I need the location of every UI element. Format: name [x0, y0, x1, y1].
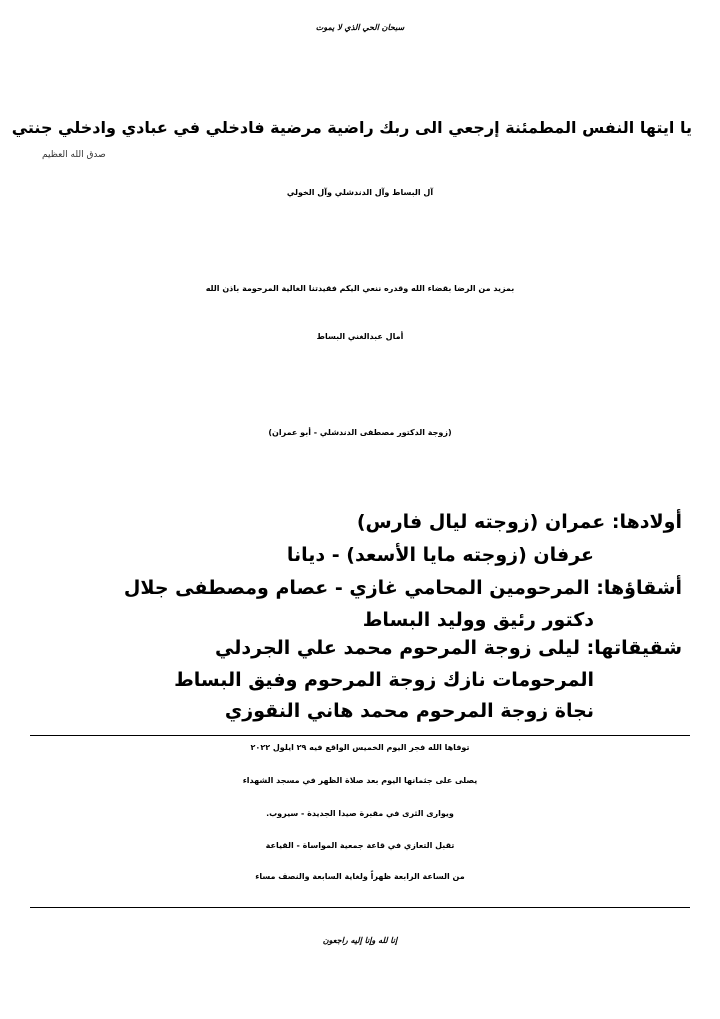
deceased-name: أمال عبدالغني البساط	[316, 332, 404, 341]
header-calligraphy: سبحان الحي الذي لا يموت	[315, 22, 405, 32]
footer-calligraphy: إنا لله وإنا إليه راجعون	[322, 935, 398, 945]
relatives-sisters-line: نجاة زوجة المرحوم محمد هاني النقوزي	[224, 700, 594, 722]
quran-verse: يا ايتها النفس المطمئنة إرجعي الى ربك راضية مرضية فادخلي في عبادي وادخلي جنتي	[11, 118, 692, 137]
verse-reference: صدق الله العظيم	[42, 150, 106, 160]
relatives-siblings-line: دكتور رئيق ووليد البساط	[362, 609, 594, 631]
relatives-sisters-line: شقيقاتها: ليلى زوجة المرحوم محمد علي الجردلي	[215, 637, 682, 659]
funeral-info-line: ويوارى الثرى في مقبرة صيدا الجديدة - سيروب.	[266, 809, 454, 818]
relatives-children-line: أولادها: عمران (زوجته ليال فارس)	[356, 511, 682, 533]
families-title: آل البساط وآل الدندشلي وآل الخولي	[286, 188, 434, 197]
funeral-info-line: من الساعة الرابعة ظهراً ولغاية السابعة والنصف مساء	[255, 872, 465, 881]
deceased-spouse: (زوجة الدكتور مصطفى الدندشلي - أبو عمران)	[268, 428, 452, 437]
section-divider	[30, 907, 690, 908]
section-divider	[30, 735, 690, 736]
relatives-sisters-line: المرحومات نازك زوجة المرحوم وفيق البساط	[174, 669, 594, 691]
announcement-intro: بمزيد من الرضا بقضاء الله وقدره ننعي اليكم فقيدتنا الغالية المرحومة باذن الله	[205, 284, 515, 293]
funeral-info-line: يصلى على جثمانها اليوم بعد صلاة الظهر في مسجد الشهداء	[242, 776, 478, 785]
funeral-info-line: توفاها الله فجر اليوم الخميس الواقع فيه ٢٩ ايلول ٢٠٢٢	[250, 743, 470, 752]
funeral-info-line: تقبل التعازي في قاعة جمعية المواساة - القياعة	[265, 841, 455, 850]
relatives-siblings-line: أشقاؤها: المرحومين المحامي غازي - عصام ومصطفى جلال	[123, 577, 682, 599]
relatives-children-line: عرفان (زوجته مايا الأسعد) - ديانا	[286, 544, 594, 566]
